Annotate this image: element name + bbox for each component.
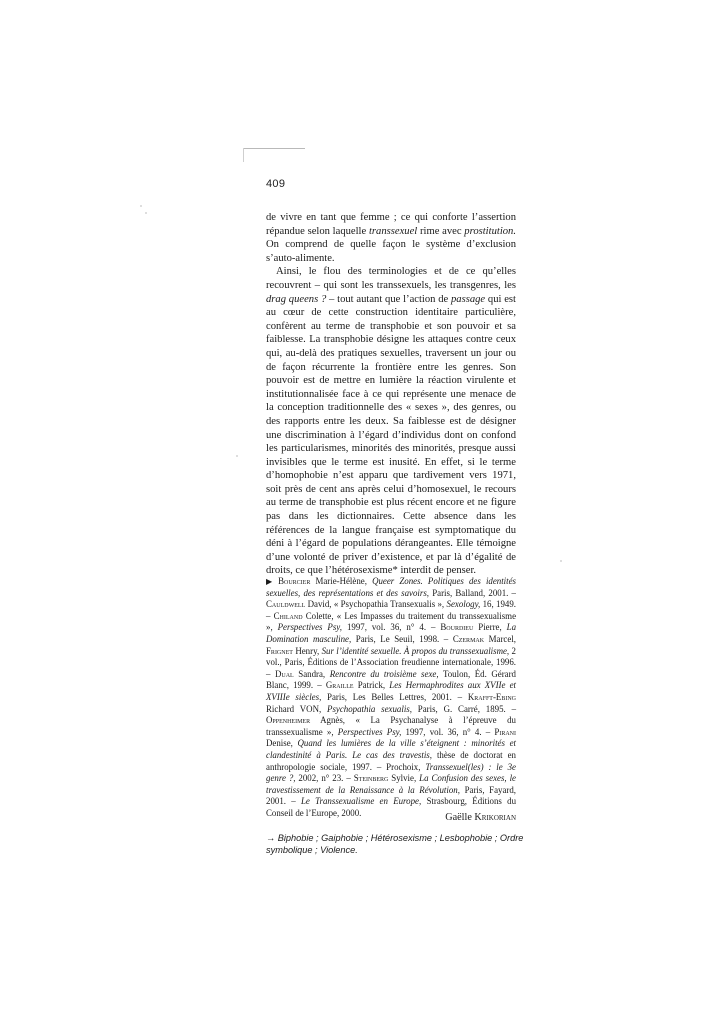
text-run: – tout autant que l’action de <box>326 293 451 305</box>
text-run: de vivre en tant que femme ; ce qui conforte l’assertion répandue selon laquelle <box>266 212 516 237</box>
italic-run: Queer Zones. Politiques des identités sexuelles, des représentations et des savoirs, <box>266 576 517 598</box>
text-run: Patrick, <box>353 680 390 691</box>
text-run: Sandra, <box>293 668 330 679</box>
see-also-links: → Biphobie ; Gaiphobie ; Hétérosexisme ; Lesbophobie ; Ordre symbolique ; Violence. <box>266 833 524 855</box>
text-run: rime avec <box>417 225 465 237</box>
text-run: Strasbourg, Éditions du Conseil de l’Europe, 2000. <box>266 796 517 818</box>
article-body <box>266 211 516 578</box>
text-run: 2 vol., Paris, Éditions de l’Association freudienne internationale, 1996. – <box>266 645 516 679</box>
italic-run: passage <box>451 293 486 305</box>
text-run: Denise, <box>266 738 298 749</box>
text-run: Sylvie, <box>388 773 420 784</box>
scan-edge-mark-vertical <box>243 148 244 162</box>
author-last-name: Krikorian <box>474 812 516 823</box>
text-run: Colette, « Les Impasses du traitement du transsexualisme », <box>266 610 517 633</box>
text-run: Marcel, <box>484 633 516 644</box>
italic-run: La Confusion des sexes, le travestissement de la Renaissance à la Révolution, <box>266 773 516 795</box>
scan-dust <box>145 212 147 214</box>
text-run: Paris, Les Belles Lettres, 2001. – <box>321 691 468 702</box>
bibliography <box>266 576 516 819</box>
paragraph <box>266 265 516 578</box>
author-name-run: Frignet <box>266 645 293 656</box>
author-name-run: Steinberg <box>353 773 389 784</box>
text-run: 2002, n° 23. – <box>295 773 354 784</box>
text-run: Paris, Fayard, 2001. – <box>266 784 516 807</box>
italic-run: Le Transsexualisme en Europe, <box>300 796 422 807</box>
italic-run: Perspectives Psy, <box>277 622 342 633</box>
author-signature <box>266 812 516 823</box>
author-name-run: Dual <box>274 668 294 679</box>
italic-run: Sexology, <box>446 599 481 610</box>
italic-run: Transsexuel(les) : le 3e genre ?, <box>266 761 516 784</box>
author-name-run: Chiland <box>273 610 303 621</box>
author-name-run: Cauldwell <box>266 599 306 610</box>
paragraph <box>266 211 516 265</box>
author-name-run: Oppenheimer <box>266 715 311 726</box>
author-name-run: Pirani <box>494 726 517 737</box>
text-run: Paris, G. Carré, 1895. – <box>411 703 517 714</box>
scan-dust <box>236 455 238 457</box>
author-name-run: Krafft-Ebing <box>467 691 517 702</box>
page-number: 409 <box>266 178 286 190</box>
italic-run: La Domination masculine, <box>266 622 517 644</box>
text-run: David, « Psychopathia Transexualis », <box>305 599 447 610</box>
author-name-run: Bourdieu <box>440 622 474 633</box>
bibliography-text <box>266 576 516 818</box>
italic-run: Les Hermaphrodites aux XVIIe et XVIIIe siècles, <box>266 680 517 702</box>
text-run: Pierre, <box>473 622 507 633</box>
author-name-run: Graille <box>325 680 354 691</box>
italic-run: Perspectives Psy, <box>337 726 402 737</box>
text-run: Henry, <box>292 645 322 656</box>
scan-edge-mark <box>243 148 305 149</box>
text-run: 16, 1949. – <box>266 599 517 621</box>
italic-run: Psychopathia sexualis, <box>327 703 412 714</box>
italic-run: Sur l’identité sexuelle. À propos du transsexualisme, <box>321 645 510 656</box>
text-run: qui est au cœur de cette construction identitaire particulière, confèrent au terme de transphobie et son pouvoir et sa faiblesse. La transphobie désigne les attaques contre ceux qui, au-delà des pratiques sexuelles, traversent un jour ou de façon récurrente la frontière entre les genres. Son pouvoir est de mettre en lumière la réaction virulente et institutionnalisée face à ce qui représente une menace de la conception traditionnelle des « sexes », des genres, ou des rapports entre les deux. Sa faiblesse est de désigner une discrimination à l’égard d’individus dont on confond les particularismes, minorités des minorités, presque aussi invisibles que le terme est inusité. En effet, si le terme d’homophobie n’est apparu que tardivement vers 1971, soit près de cent ans après celui d’homosexuel, le recours au terme de transphobie est plus récent encore et ne figure pas dans les dictionnaires. Cette absence dans les références de la langue française est symptomatique du déni à l’égard de populations dérangeantes. Elle témoigne d’une volonté de priver d’existence, et par là d’égalité de droits, ce que l’hétérosexisme* interdit de penser. <box>266 293 516 577</box>
text-run: 1997, vol. 36, n° 4. – <box>401 726 495 737</box>
text-run: Paris, Le Seuil, 1998. – <box>351 633 453 644</box>
italic-run: Quand les lumières de la ville s’éteignent : minorités et clandestinité à Paris. Le cas des travestis, <box>266 738 516 760</box>
italic-run: transsexuel <box>368 225 418 237</box>
scan-dust <box>560 560 562 562</box>
text-run: 1997, vol. 36, n° 4. – <box>341 622 441 633</box>
author-first-name: Gaëlle <box>445 812 475 823</box>
author-name-run: Bourcier <box>278 576 311 586</box>
text-run: On comprend de quelle façon le système d’exclusion s’auto-alimente. <box>266 239 516 264</box>
italic-run: prostitution. <box>464 225 516 237</box>
scan-dust <box>140 205 142 207</box>
author-name-run: Czermak <box>452 633 485 644</box>
bibliography-arrow-icon: ▶ <box>266 577 276 586</box>
text-run: Ainsi, le flou des terminologies et de ce qu’elles recouvrent – qui sont les transsexuels, les transgenres, les <box>266 266 516 291</box>
text-run: Toulon, Éd. Gérard Blanc, 1999. – <box>266 668 516 691</box>
italic-run: Rencontre du troisième sexe, <box>329 668 439 679</box>
text-run: Marie-Hélène, <box>310 576 373 586</box>
text-run: Agnès, « La Psychanalyse à l’épreuve du transsexualisme », <box>266 715 516 737</box>
italic-run: drag queens ? <box>266 293 327 305</box>
text-run: Richard VON, <box>266 703 328 714</box>
text-run: thèse de doctorat en anthropologie sociale, 1997. – Prochoix, <box>266 749 516 772</box>
text-run: Paris, Balland, 2001. – <box>429 587 516 598</box>
